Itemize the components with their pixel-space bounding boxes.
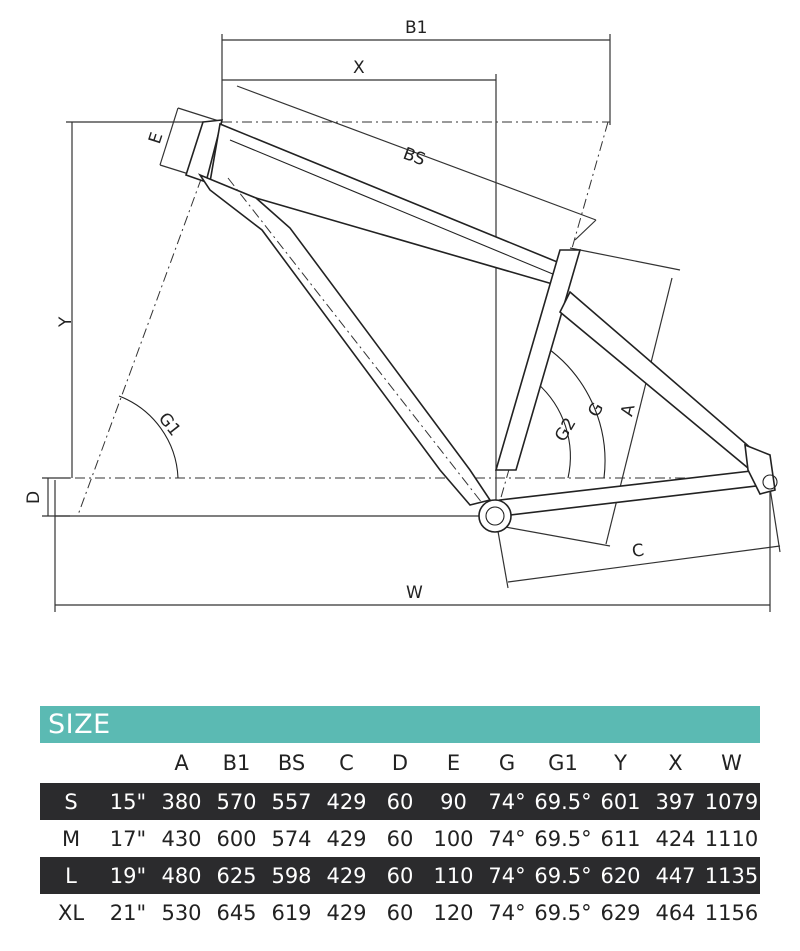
table-row-s bbox=[40, 783, 760, 820]
value-cell: 619 bbox=[264, 894, 319, 931]
label-g: G bbox=[584, 399, 609, 421]
col-header-bs: BS bbox=[277, 751, 306, 775]
value-cell: 447 bbox=[648, 857, 703, 894]
inch-cell: 15" bbox=[102, 783, 154, 820]
value-cell: 60 bbox=[374, 894, 426, 931]
value-cell: 464 bbox=[648, 894, 703, 931]
col-header bbox=[102, 743, 154, 783]
value-cell: 611 bbox=[593, 820, 648, 857]
table-row-xl bbox=[40, 894, 760, 931]
dimension-w bbox=[55, 480, 770, 612]
value-cell: 69.5° bbox=[533, 857, 593, 894]
label-w: W bbox=[406, 583, 423, 603]
value-cell: 645 bbox=[209, 894, 264, 931]
label-d: D bbox=[24, 490, 44, 504]
label-x: X bbox=[353, 58, 365, 78]
value-cell: 69.5° bbox=[533, 783, 593, 820]
value-cell: 1110 bbox=[703, 820, 760, 857]
value-cell: 570 bbox=[209, 783, 264, 820]
value-cell: 430 bbox=[154, 820, 209, 857]
col-header-g1: G1 bbox=[548, 751, 578, 775]
dimension-d bbox=[24, 478, 70, 516]
label-e: E bbox=[145, 129, 168, 147]
col-header-y: Y bbox=[614, 751, 627, 775]
value-cell: 530 bbox=[154, 894, 209, 931]
value-cell: 1156 bbox=[703, 894, 760, 931]
label-bs: BS bbox=[400, 143, 428, 171]
col-header bbox=[40, 743, 102, 783]
value-cell: 429 bbox=[319, 857, 374, 894]
label-y: Y bbox=[56, 316, 76, 327]
value-cell: 69.5° bbox=[533, 894, 593, 931]
table-row-m bbox=[40, 820, 760, 857]
inch-cell: 17" bbox=[102, 820, 154, 857]
label-a: A bbox=[617, 402, 640, 419]
value-cell: 90 bbox=[426, 783, 481, 820]
value-cell: 429 bbox=[319, 894, 374, 931]
size-cell: S bbox=[40, 783, 102, 820]
value-cell: 74° bbox=[481, 894, 533, 931]
value-cell: 574 bbox=[264, 820, 319, 857]
value-cell: 74° bbox=[481, 783, 533, 820]
value-cell: 60 bbox=[374, 857, 426, 894]
bike-frame bbox=[186, 120, 777, 532]
size-cell: M bbox=[40, 820, 102, 857]
col-header-g: G bbox=[498, 751, 516, 775]
value-cell: 600 bbox=[209, 820, 264, 857]
value-cell: 60 bbox=[374, 820, 426, 857]
value-cell: 629 bbox=[593, 894, 648, 931]
col-header-w: W bbox=[721, 751, 742, 775]
inch-cell: 19" bbox=[102, 857, 154, 894]
col-header-c: C bbox=[339, 751, 354, 775]
value-cell: 429 bbox=[319, 783, 374, 820]
col-header-d: D bbox=[391, 751, 409, 775]
value-cell: 74° bbox=[481, 820, 533, 857]
col-header-b1: B1 bbox=[222, 751, 251, 775]
value-cell: 601 bbox=[593, 783, 648, 820]
value-cell: 620 bbox=[593, 857, 648, 894]
label-c: C bbox=[630, 540, 646, 563]
angle-g1 bbox=[78, 122, 222, 515]
value-cell: 557 bbox=[264, 783, 319, 820]
size-table bbox=[40, 706, 760, 931]
geometry-table bbox=[40, 743, 760, 931]
value-cell: 120 bbox=[426, 894, 481, 931]
value-cell: 380 bbox=[154, 783, 209, 820]
value-cell: 397 bbox=[648, 783, 703, 820]
size-cell: XL bbox=[40, 894, 102, 931]
value-cell: 1135 bbox=[703, 857, 760, 894]
value-cell: 69.5° bbox=[533, 820, 593, 857]
label-b1: B1 bbox=[405, 18, 428, 38]
label-g1: G1 bbox=[153, 408, 185, 441]
size-cell: L bbox=[40, 857, 102, 894]
table-header-row bbox=[40, 743, 760, 783]
value-cell: 1079 bbox=[703, 783, 760, 820]
value-cell: 424 bbox=[648, 820, 703, 857]
value-cell: 429 bbox=[319, 820, 374, 857]
dimension-b1 bbox=[222, 18, 610, 125]
col-header-e: E bbox=[446, 751, 461, 775]
size-table-title: SIZE bbox=[40, 706, 760, 743]
value-cell: 625 bbox=[209, 857, 264, 894]
value-cell: 480 bbox=[154, 857, 209, 894]
dimension-x bbox=[222, 58, 496, 510]
value-cell: 110 bbox=[426, 857, 481, 894]
value-cell: 74° bbox=[481, 857, 533, 894]
inch-cell: 21" bbox=[102, 894, 154, 931]
value-cell: 598 bbox=[264, 857, 319, 894]
value-cell: 100 bbox=[426, 820, 481, 857]
col-header-a: A bbox=[174, 751, 189, 775]
col-header-x: X bbox=[668, 751, 683, 775]
label-g2: G2 bbox=[551, 414, 581, 446]
value-cell: 60 bbox=[374, 783, 426, 820]
table-row-l bbox=[40, 857, 760, 894]
